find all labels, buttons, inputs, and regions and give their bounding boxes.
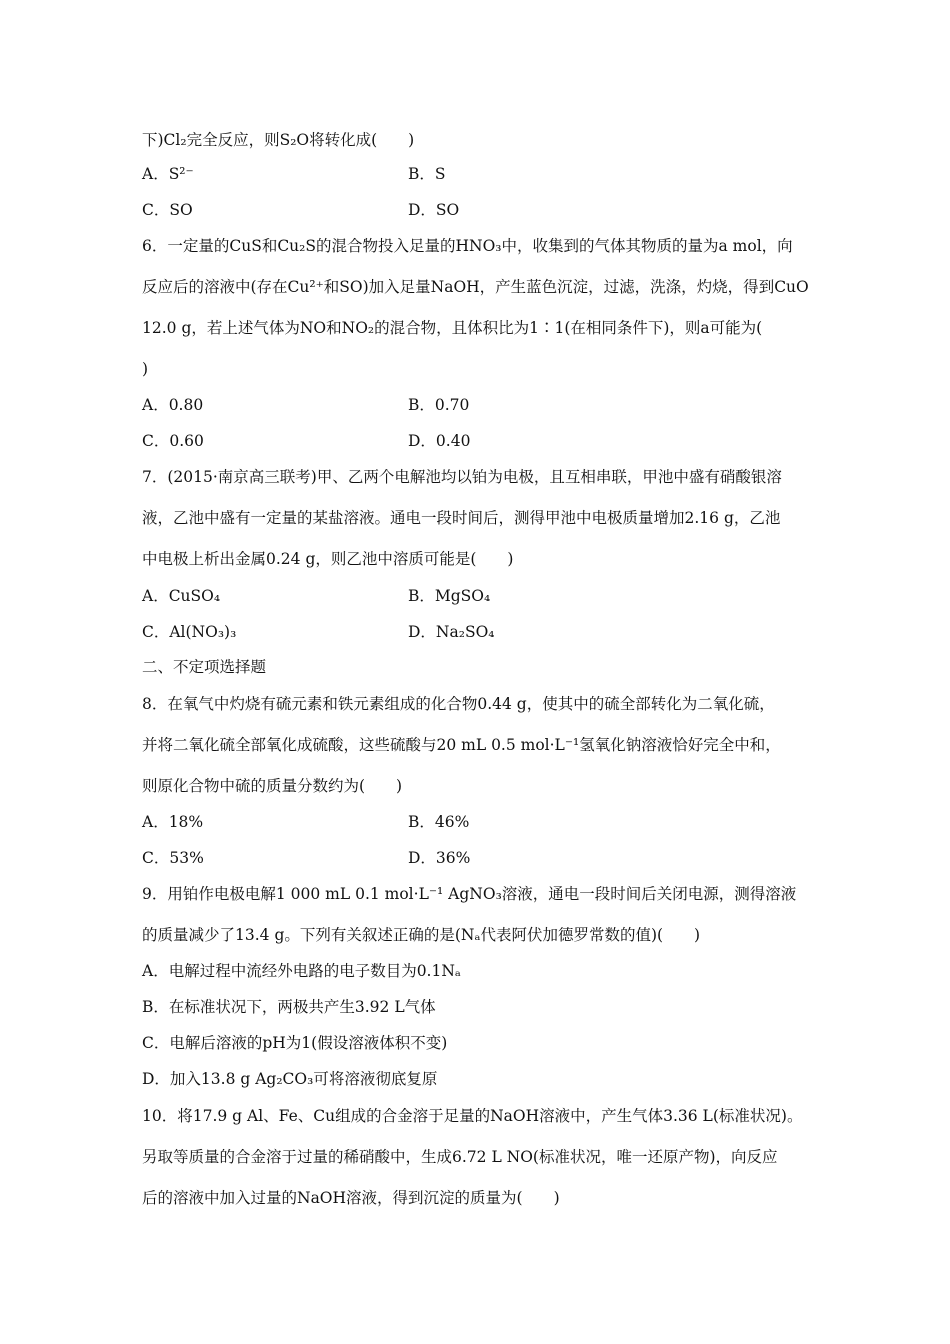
q10-text-line: 另取等质量的合金溶于过量的稀硝酸中，生成6.72 L NO(标准状况，唯一还原产物)，向反应 [142, 1148, 778, 1166]
q6-text-line: ) [142, 360, 149, 378]
q5-option-b: B．S [408, 165, 446, 183]
q8-option-b: B．46% [408, 813, 470, 831]
q8-option-c: C．53% [142, 849, 204, 867]
q7-text-line: 液，乙池中盛有一定量的某盐溶液。通电一段时间后，测得甲池中电极质量增加2.16 g，乙池 [142, 509, 781, 527]
q5-option-a: A．S²⁻ [142, 165, 194, 183]
q8-text-line: 则原化合物中硫的质量分数约为( ) [142, 777, 403, 795]
q6-text-line: 6．一定量的CuS和Cu₂S的混合物投入足量的HNO₃中，收集到的气体其物质的量为a mol，向 [142, 237, 793, 255]
q10-text-line: 10．将17.9 g Al、Fe、Cu组成的合金溶于足量的NaOH溶液中，产生气体3.36 L(标准状况)。 [142, 1107, 803, 1125]
q7-option-c: C．Al(NO₃)₃ [142, 623, 237, 641]
q6-option-c: C．0.60 [142, 432, 204, 450]
q6-option-d: D．0.40 [408, 432, 471, 450]
q7-option-a: A．CuSO₄ [142, 587, 221, 605]
q9-text-line: 9．用铂作电极电解1 000 mL 0.1 mol·L⁻¹ AgNO₃溶液，通电一段时间后关闭电源，测得溶液 [142, 885, 797, 903]
q10-text-line: 后的溶液中加入过量的NaOH溶液，得到沉淀的质量为( ) [142, 1189, 560, 1207]
q6-option-b: B．0.70 [408, 396, 470, 414]
q6-text-line: 12.0 g，若上述气体为NO和NO₂的混合物，且体积比为1∶1(在相同条件下)，则a可能为( [142, 319, 763, 337]
q6-option-a: A．0.80 [142, 396, 204, 414]
q5-text-line: 下)Cl₂完全反应，则S₂O将转化成( ) [142, 131, 415, 149]
q7-text-line: 中电极上析出金属0.24 g，则乙池中溶质可能是( ) [142, 550, 514, 568]
q9-text-line: 的质量减少了13.4 g。下列有关叙述正确的是(Nₐ代表阿伏加德罗常数的值)( ) [142, 926, 701, 944]
q9-option-c: C．电解后溶液的pH为1(假设溶液体积不变) [142, 1034, 448, 1052]
q9-option-a: A．电解过程中流经外电路的电子数目为0.1Nₐ [142, 962, 461, 980]
q8-text-line: 8．在氧气中灼烧有硫元素和铁元素组成的化合物0.44 g，使其中的硫全部转化为二氧化硫， [142, 695, 775, 713]
q7-option-d: D．Na₂SO₄ [408, 623, 495, 641]
q5-option-c: C．SO [142, 201, 193, 219]
q9-option-d: D．加入13.8 g Ag₂CO₃可将溶液彻底复原 [142, 1070, 438, 1088]
q6-text-line: 反应后的溶液中(存在Cu²⁺和SO)加入足量NaOH，产生蓝色沉淀，过滤，洗涤，灼烧，得到CuO [142, 278, 809, 296]
q7-option-b: B．MgSO₄ [408, 587, 491, 605]
q8-text-line: 并将二氧化硫全部氧化成硫酸，这些硫酸与20 mL 0.5 mol·L⁻¹氢氧化钠溶液恰好完全中和， [142, 736, 781, 754]
q8-option-d: D．36% [408, 849, 471, 867]
q9-option-b: B．在标准状况下，两极共产生3.92 L气体 [142, 998, 436, 1016]
q7-text-line: 7．(2015·南京高三联考)甲、乙两个电解池均以铂为电极，且互相串联，甲池中盛有硝酸银溶 [142, 468, 782, 486]
section-title: 二、不定项选择题 [142, 658, 267, 676]
q5-option-d: D．SO [408, 201, 460, 219]
q8-option-a: A．18% [142, 813, 204, 831]
